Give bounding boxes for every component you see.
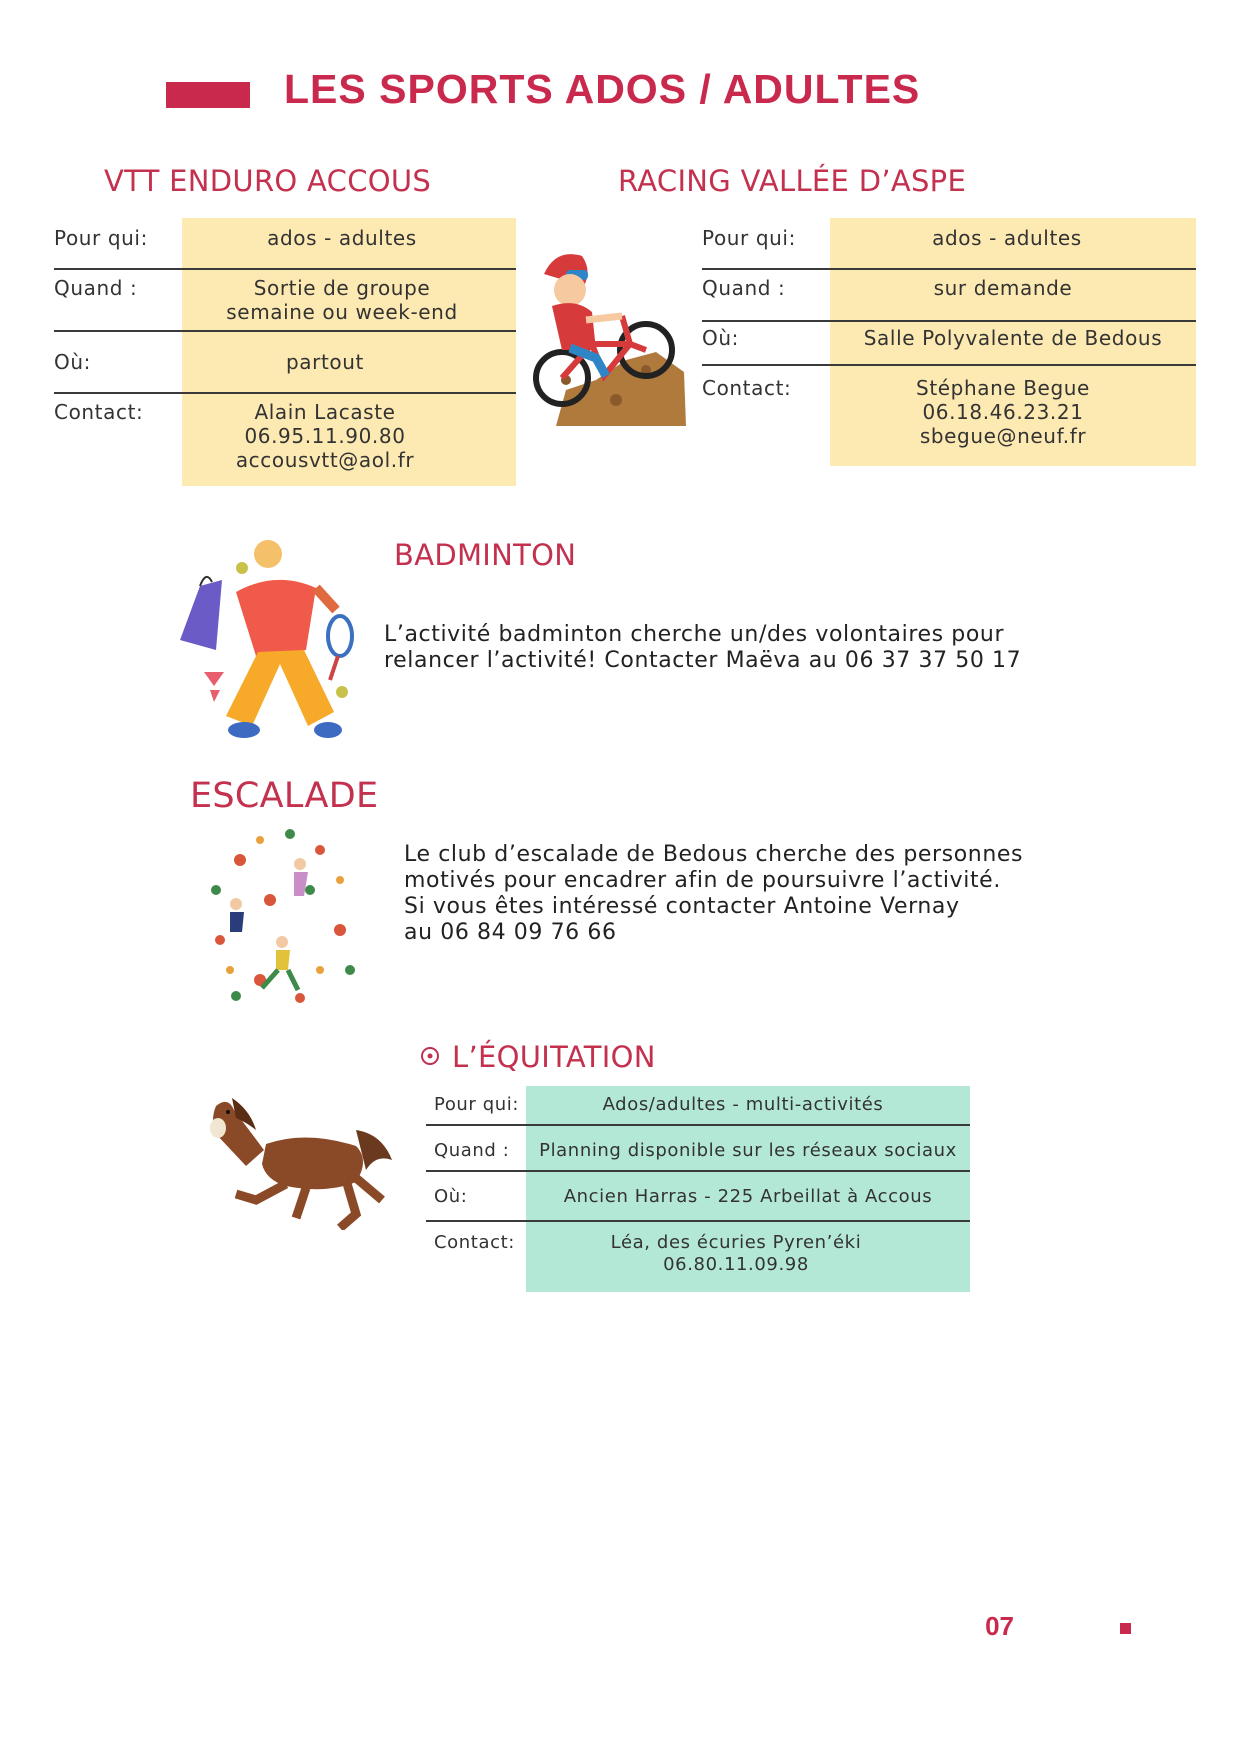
mountain-bike-icon: [526, 240, 688, 426]
vtt-divider: [54, 330, 516, 332]
escalade-description: Le club d’escalade de Bedous cherche des personnes motivés pour encadrer afin de poursuivre l’activité. Si vous êtes intéressé contacter Antoine Vernay au 06 84 09 76 66: [404, 842, 1024, 945]
racing-value-quand: sur demande: [933, 276, 1073, 300]
racing-divider: [702, 364, 1196, 366]
racing-label-ou: Où:: [702, 326, 739, 350]
equitation-label-ou: Où:: [434, 1186, 468, 1207]
page-number-square: [1120, 1623, 1131, 1634]
equitation-title: L’ÉQUITATION: [452, 1040, 656, 1074]
equitation-label-contact: Contact:: [434, 1232, 515, 1253]
vtt-value-contact: Alain Lacaste 06.95.11.90.80 accousvtt@aol.fr: [235, 400, 415, 472]
badminton-title: BADMINTON: [394, 538, 577, 572]
vtt-divider: [54, 392, 516, 394]
vtt-label-ou: Où:: [54, 350, 91, 374]
vtt-label-pour-qui: Pour qui:: [54, 226, 148, 250]
target-bullet-icon: [420, 1046, 440, 1066]
escalade-title: ESCALADE: [190, 776, 379, 816]
vtt-value-quand: Sortie de groupe semaine ou week-end: [226, 276, 458, 324]
racing-label-pour-qui: Pour qui:: [702, 226, 796, 250]
page-number: 07: [985, 1611, 1014, 1641]
equitation-label-quand: Quand :: [434, 1140, 510, 1161]
vtt-label-contact: Contact:: [54, 400, 144, 424]
racing-label-contact: Contact:: [702, 376, 792, 400]
equitation-divider: [426, 1220, 970, 1222]
equitation-divider: [426, 1170, 970, 1172]
badminton-description: L’activité badminton cherche un/des volontaires pour relancer l’activité! Contacter Maëva au 06 37 37 50 17: [384, 622, 1022, 673]
equitation-value-contact: Léa, des écuries Pyren’éki 06.80.11.09.98: [610, 1232, 862, 1275]
badminton-player-icon: [176, 540, 360, 746]
racing-value-ou: Salle Polyvalente de Bedous: [863, 326, 1163, 350]
racing-label-quand: Quand :: [702, 276, 786, 300]
climbing-wall-icon: [200, 820, 360, 1010]
equitation-value-ou: Ancien Harras - 225 Arbeillat à Accous: [563, 1186, 933, 1207]
racing-title: RACING VALLÉE D’ASPE: [618, 164, 967, 198]
equitation-value-quand: Planning disponible sur les réseaux sociaux: [539, 1140, 957, 1161]
vtt-value-ou: partout: [286, 350, 364, 374]
racing-divider: [702, 268, 1196, 270]
racing-value-contact: Stéphane Begue 06.18.46.23.21 sbegue@neuf.fr: [916, 376, 1090, 448]
racing-value-pour-qui: ados - adultes: [932, 226, 1082, 250]
vtt-value-pour-qui: ados - adultes: [267, 226, 417, 250]
racing-divider: [702, 320, 1196, 322]
vtt-divider: [54, 268, 516, 270]
title-bar-decoration: [166, 82, 250, 108]
equitation-divider: [426, 1124, 970, 1126]
equitation-value-pour-qui: Ados/adultes - multi-activités: [602, 1094, 884, 1115]
vtt-title: VTT ENDURO ACCOUS: [104, 164, 432, 198]
horse-icon: [206, 1090, 396, 1230]
equitation-label-pour-qui: Pour qui:: [434, 1094, 520, 1115]
vtt-label-quand: Quand :: [54, 276, 138, 300]
page-title: LES SPORTS ADOS / ADULTES: [284, 66, 921, 112]
